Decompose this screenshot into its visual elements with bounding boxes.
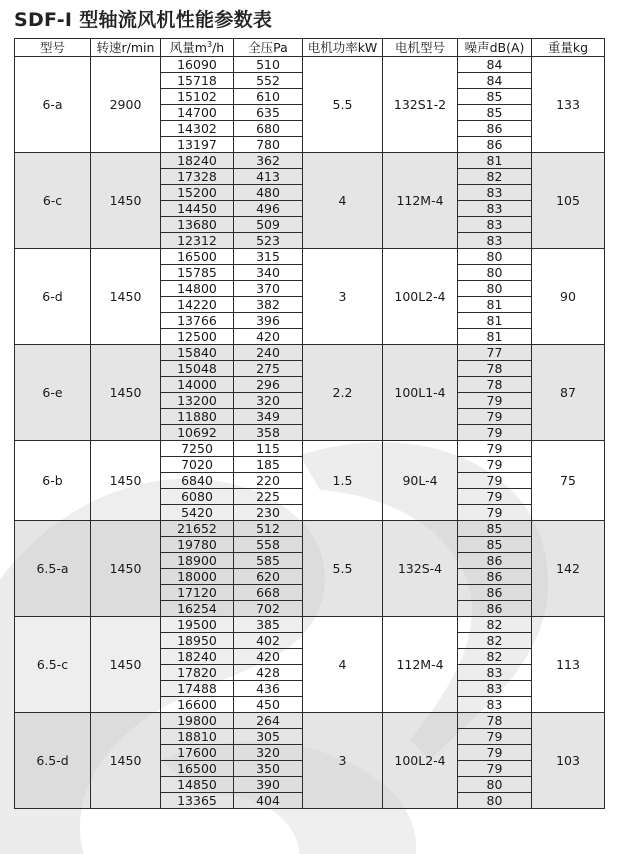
table-row xyxy=(15,249,605,265)
cell-airflow: 12500 xyxy=(161,329,234,345)
cell-noise: 80 xyxy=(458,249,532,265)
cell-airflow: 14450 xyxy=(161,201,234,217)
cell-pressure: 296 xyxy=(234,377,303,393)
cell-pressure: 420 xyxy=(234,329,303,345)
cell-noise: 84 xyxy=(458,73,532,89)
cell-power: 4 xyxy=(303,617,383,713)
cell-noise: 79 xyxy=(458,457,532,473)
cell-noise: 80 xyxy=(458,793,532,809)
cell-pressure: 402 xyxy=(234,633,303,649)
cell-noise: 80 xyxy=(458,281,532,297)
cell-airflow: 15102 xyxy=(161,89,234,105)
cell-pressure: 480 xyxy=(234,185,303,201)
cell-airflow: 5420 xyxy=(161,505,234,521)
table-row xyxy=(15,617,605,633)
cell-noise: 83 xyxy=(458,217,532,233)
cell-pressure: 225 xyxy=(234,489,303,505)
cell-pressure: 382 xyxy=(234,297,303,313)
cell-noise: 86 xyxy=(458,585,532,601)
cell-noise: 86 xyxy=(458,569,532,585)
cell-pressure: 420 xyxy=(234,649,303,665)
cell-noise: 84 xyxy=(458,57,532,73)
header-motor: 电机型号 xyxy=(383,39,458,57)
cell-pressure: 509 xyxy=(234,217,303,233)
cell-noise: 83 xyxy=(458,681,532,697)
cell-airflow: 11880 xyxy=(161,409,234,425)
table-header-row xyxy=(15,39,605,57)
cell-motor: 132S-4 xyxy=(383,521,458,617)
cell-model: 6-d xyxy=(15,249,91,345)
cell-noise: 80 xyxy=(458,777,532,793)
cell-airflow: 16254 xyxy=(161,601,234,617)
cell-model: 6.5-c xyxy=(15,617,91,713)
cell-airflow: 6840 xyxy=(161,473,234,489)
cell-noise: 81 xyxy=(458,153,532,169)
cell-airflow: 15048 xyxy=(161,361,234,377)
table-row xyxy=(15,153,605,169)
cell-noise: 85 xyxy=(458,89,532,105)
cell-power: 5.5 xyxy=(303,521,383,617)
cell-noise: 77 xyxy=(458,345,532,361)
cell-pressure: 350 xyxy=(234,761,303,777)
cell-weight: 90 xyxy=(532,249,605,345)
header-airflow-unit: /h xyxy=(212,40,225,55)
table-row xyxy=(15,713,605,729)
cell-pressure: 275 xyxy=(234,361,303,377)
cell-pressure: 370 xyxy=(234,281,303,297)
cell-airflow: 14220 xyxy=(161,297,234,313)
cell-airflow: 17488 xyxy=(161,681,234,697)
cell-model: 6-b xyxy=(15,441,91,521)
cell-noise: 78 xyxy=(458,377,532,393)
cell-airflow: 17120 xyxy=(161,585,234,601)
cell-motor: 100L2-4 xyxy=(383,249,458,345)
cell-pressure: 240 xyxy=(234,345,303,361)
cell-noise: 79 xyxy=(458,409,532,425)
cell-speed: 1450 xyxy=(91,345,161,441)
cell-motor: 112M-4 xyxy=(383,153,458,249)
cell-noise: 86 xyxy=(458,121,532,137)
header-airflow-text: 风量m xyxy=(169,40,207,55)
cell-power: 4 xyxy=(303,153,383,249)
table-row xyxy=(15,57,605,73)
cell-pressure: 115 xyxy=(234,441,303,457)
cell-airflow: 13200 xyxy=(161,393,234,409)
cell-pressure: 552 xyxy=(234,73,303,89)
cell-pressure: 510 xyxy=(234,57,303,73)
cell-airflow: 13365 xyxy=(161,793,234,809)
cell-model: 6.5-d xyxy=(15,713,91,809)
cell-airflow: 15200 xyxy=(161,185,234,201)
cell-airflow: 14850 xyxy=(161,777,234,793)
cell-power: 2.2 xyxy=(303,345,383,441)
cell-pressure: 620 xyxy=(234,569,303,585)
cell-pressure: 185 xyxy=(234,457,303,473)
page-title: SDF-I 型轴流风机性能参数表 xyxy=(14,9,273,31)
cell-power: 3 xyxy=(303,713,383,809)
cell-airflow: 16090 xyxy=(161,57,234,73)
header-power: 电机功率kW xyxy=(303,39,383,57)
cell-pressure: 450 xyxy=(234,697,303,713)
cell-speed: 1450 xyxy=(91,617,161,713)
cell-airflow: 19800 xyxy=(161,713,234,729)
cell-pressure: 220 xyxy=(234,473,303,489)
cell-speed: 1450 xyxy=(91,441,161,521)
cell-pressure: 340 xyxy=(234,265,303,281)
cell-airflow: 17328 xyxy=(161,169,234,185)
cell-motor: 100L2-4 xyxy=(383,713,458,809)
header-airflow-sup: 3 xyxy=(206,39,213,49)
cell-noise: 83 xyxy=(458,665,532,681)
cell-noise: 79 xyxy=(458,425,532,441)
cell-airflow: 13197 xyxy=(161,137,234,153)
cell-noise: 82 xyxy=(458,169,532,185)
cell-noise: 79 xyxy=(458,473,532,489)
cell-noise: 82 xyxy=(458,617,532,633)
header-noise: 噪声dB(A) xyxy=(458,39,532,57)
cell-weight: 142 xyxy=(532,521,605,617)
cell-pressure: 428 xyxy=(234,665,303,681)
cell-pressure: 635 xyxy=(234,105,303,121)
header-speed: 转速r/min xyxy=(91,39,161,57)
cell-model: 6-e xyxy=(15,345,91,441)
cell-pressure: 390 xyxy=(234,777,303,793)
cell-noise: 78 xyxy=(458,713,532,729)
cell-airflow: 17600 xyxy=(161,745,234,761)
cell-airflow: 16600 xyxy=(161,697,234,713)
cell-pressure: 585 xyxy=(234,553,303,569)
cell-pressure: 496 xyxy=(234,201,303,217)
cell-noise: 86 xyxy=(458,601,532,617)
header-pressure: 全压Pa xyxy=(234,39,303,57)
cell-airflow: 18000 xyxy=(161,569,234,585)
cell-pressure: 362 xyxy=(234,153,303,169)
cell-speed: 1450 xyxy=(91,249,161,345)
cell-motor: 100L1-4 xyxy=(383,345,458,441)
cell-noise: 85 xyxy=(458,537,532,553)
cell-noise: 83 xyxy=(458,233,532,249)
cell-pressure: 413 xyxy=(234,169,303,185)
cell-speed: 1450 xyxy=(91,521,161,617)
cell-weight: 75 xyxy=(532,441,605,521)
cell-airflow: 19780 xyxy=(161,537,234,553)
table-row xyxy=(15,521,605,537)
cell-weight: 87 xyxy=(532,345,605,441)
cell-noise: 80 xyxy=(458,265,532,281)
cell-airflow: 18240 xyxy=(161,153,234,169)
cell-weight: 103 xyxy=(532,713,605,809)
cell-airflow: 18900 xyxy=(161,553,234,569)
cell-pressure: 780 xyxy=(234,137,303,153)
cell-noise: 79 xyxy=(458,729,532,745)
cell-noise: 86 xyxy=(458,553,532,569)
fan-spec-table xyxy=(14,38,605,809)
table-row xyxy=(15,345,605,361)
cell-airflow: 19500 xyxy=(161,617,234,633)
cell-speed: 1450 xyxy=(91,713,161,809)
cell-airflow: 18810 xyxy=(161,729,234,745)
cell-airflow: 15840 xyxy=(161,345,234,361)
cell-airflow: 14000 xyxy=(161,377,234,393)
cell-pressure: 558 xyxy=(234,537,303,553)
cell-noise: 85 xyxy=(458,105,532,121)
cell-pressure: 385 xyxy=(234,617,303,633)
cell-pressure: 264 xyxy=(234,713,303,729)
cell-noise: 79 xyxy=(458,745,532,761)
cell-weight: 133 xyxy=(532,57,605,153)
cell-noise: 85 xyxy=(458,521,532,537)
header-weight: 重量kg xyxy=(532,39,605,57)
cell-noise: 81 xyxy=(458,329,532,345)
cell-motor: 90L-4 xyxy=(383,441,458,521)
cell-airflow: 7250 xyxy=(161,441,234,457)
cell-airflow: 13680 xyxy=(161,217,234,233)
cell-airflow: 6080 xyxy=(161,489,234,505)
cell-airflow: 12312 xyxy=(161,233,234,249)
cell-model: 6-a xyxy=(15,57,91,153)
cell-pressure: 680 xyxy=(234,121,303,137)
cell-pressure: 610 xyxy=(234,89,303,105)
cell-pressure: 315 xyxy=(234,249,303,265)
cell-model: 6.5-a xyxy=(15,521,91,617)
cell-airflow: 15785 xyxy=(161,265,234,281)
cell-noise: 79 xyxy=(458,393,532,409)
cell-pressure: 702 xyxy=(234,601,303,617)
cell-pressure: 358 xyxy=(234,425,303,441)
cell-power: 1.5 xyxy=(303,441,383,521)
cell-weight: 113 xyxy=(532,617,605,713)
cell-noise: 78 xyxy=(458,361,532,377)
cell-pressure: 668 xyxy=(234,585,303,601)
cell-pressure: 523 xyxy=(234,233,303,249)
cell-airflow: 7020 xyxy=(161,457,234,473)
header-model: 型号 xyxy=(15,39,91,57)
cell-motor: 132S1-2 xyxy=(383,57,458,153)
cell-airflow: 21652 xyxy=(161,521,234,537)
cell-noise: 79 xyxy=(458,761,532,777)
header-airflow xyxy=(161,39,234,57)
cell-pressure: 305 xyxy=(234,729,303,745)
cell-airflow: 15718 xyxy=(161,73,234,89)
cell-pressure: 396 xyxy=(234,313,303,329)
cell-power: 5.5 xyxy=(303,57,383,153)
cell-pressure: 349 xyxy=(234,409,303,425)
cell-pressure: 436 xyxy=(234,681,303,697)
table-row xyxy=(15,441,605,457)
cell-noise: 86 xyxy=(458,137,532,153)
cell-airflow: 17820 xyxy=(161,665,234,681)
cell-airflow: 16500 xyxy=(161,761,234,777)
cell-airflow: 14800 xyxy=(161,281,234,297)
cell-speed: 1450 xyxy=(91,153,161,249)
cell-airflow: 18240 xyxy=(161,649,234,665)
cell-noise: 83 xyxy=(458,185,532,201)
cell-noise: 79 xyxy=(458,489,532,505)
cell-airflow: 10692 xyxy=(161,425,234,441)
cell-airflow: 13766 xyxy=(161,313,234,329)
cell-airflow: 14700 xyxy=(161,105,234,121)
cell-noise: 79 xyxy=(458,505,532,521)
cell-airflow: 16500 xyxy=(161,249,234,265)
cell-pressure: 512 xyxy=(234,521,303,537)
cell-noise: 81 xyxy=(458,297,532,313)
cell-pressure: 320 xyxy=(234,393,303,409)
cell-noise: 83 xyxy=(458,697,532,713)
cell-noise: 83 xyxy=(458,201,532,217)
cell-pressure: 230 xyxy=(234,505,303,521)
cell-airflow: 18950 xyxy=(161,633,234,649)
cell-noise: 81 xyxy=(458,313,532,329)
cell-noise: 82 xyxy=(458,649,532,665)
cell-noise: 79 xyxy=(458,441,532,457)
cell-pressure: 404 xyxy=(234,793,303,809)
cell-airflow: 14302 xyxy=(161,121,234,137)
cell-pressure: 320 xyxy=(234,745,303,761)
cell-motor: 112M-4 xyxy=(383,617,458,713)
cell-model: 6-c xyxy=(15,153,91,249)
cell-speed: 2900 xyxy=(91,57,161,153)
cell-power: 3 xyxy=(303,249,383,345)
cell-noise: 82 xyxy=(458,633,532,649)
cell-weight: 105 xyxy=(532,153,605,249)
